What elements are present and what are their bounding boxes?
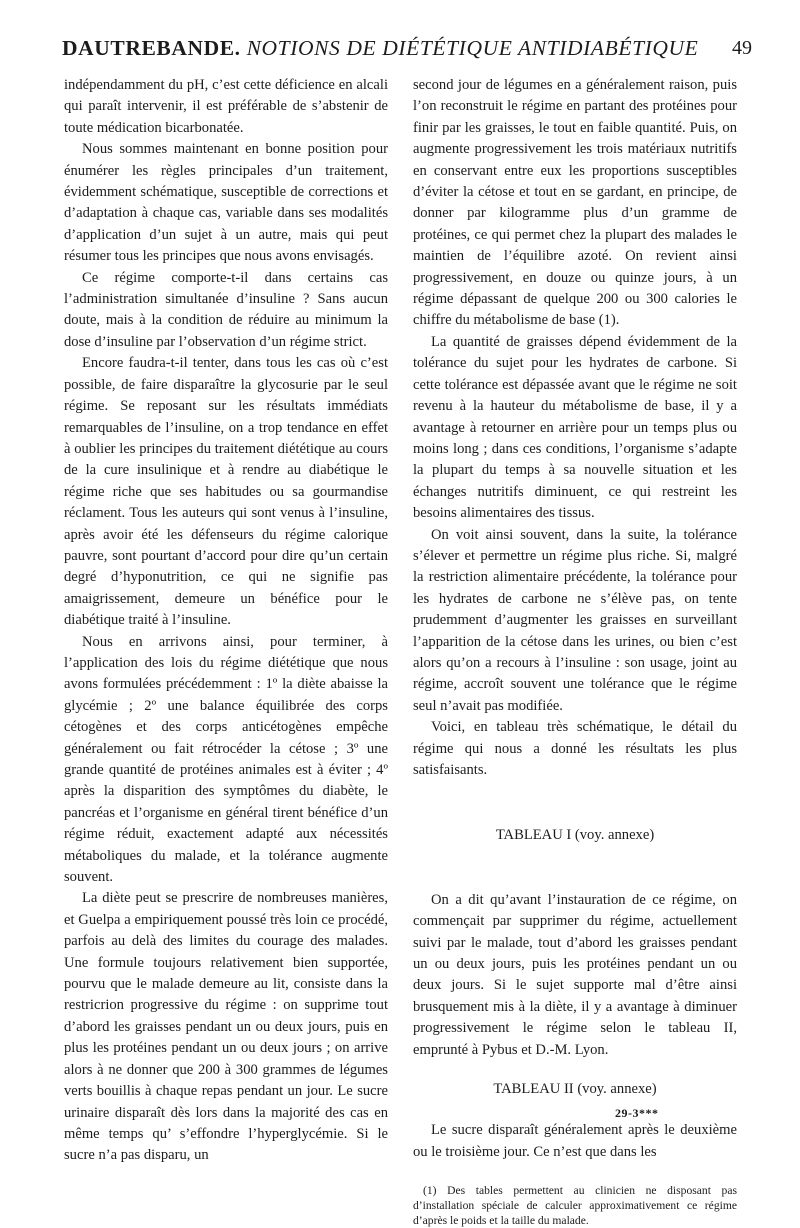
left-column <box>64 75 388 1167</box>
header-title: NOTIONS DE DIÉTÉTIQUE ANTIDIABÉTIQUE <box>246 36 699 60</box>
paragraph: On a dit qu’avant l’instauration de ce régime, on commençait par supprimer du régime, actuellement suivi par le malade, tout d’abord les graisses pendant un ou deux jours, puis les protéines pendant un ou deux jours. Si le sujet supporte mal d’être ainsi brusquement mis à la diète, il y a avantage à diminuer progressivement le régime selon le tableau II, emprunté à Pybus et D.-M. Lyon. <box>413 891 737 1058</box>
table-reference-1: TABLEAU I (voy. annexe) <box>495 827 655 844</box>
header-author: DAUTREBANDE. <box>62 36 241 60</box>
paragraph: La diète peut se prescrire de nombreuses manières, et Guelpa a empiriquement poussé très loin ce procédé, parfois au delà des limites du courage des malades. Une formule toujours relativement bien supportée, pourvu que le malade demeure au lit, consiste dans la restricrion progressive du régime : on supprime tout d’abord les graisses pendant un ou deux jours, puis en plus les protéines pendant un ou deux jours ; on arrive alors à ne donner que 200 à 300 grammes de légumes verts bouillis à chaque repas pendant un jour. Le sucre urinaire disparaît dès lors dans la majorité des cas en même temps qu’ s’effondre l’hyperglycémie. Si le sucre n’a pas disparu, un <box>64 890 388 1164</box>
paragraph: Le sucre disparaît généralement après le deuxième ou le troisième jour. Ce n’est que dans les <box>413 1122 737 1160</box>
paragraph: Nous sommes maintenant en bonne position pour énumérer les règles principales d’un traitement, évidemment schématique, susceptible de corrections et d’adaptation à chaque cas, variable dans ses modalités d’application d’un sujet à un autre, mais qui peut résumer tous les principes que nous avons envisagés. <box>64 141 388 265</box>
right-column <box>413 75 737 1228</box>
running-header <box>62 36 752 70</box>
footnote-text: (1) Des tables permettent au clinicien ne disposant pas d’installation spéciale de calculer approximativement ce régime d’après le poids et la taille du malade. <box>413 1184 737 1228</box>
paragraph: second jour de légumes en a généralement raison, puis l’on reconstruit le régime en partant des protéines pour finir par les graisses, le tout en faible quantité. Puis, on augmente progressivement les trois matériaux nutritifs en conservant entre eux les proportions susceptibles d’éviter la cétose et tout en se gardant, en principe, de donner par kilogramme plus d’un gramme de protéines, ce qui permet chez la plupart des malades le maintien de l’équilibre azoté. On revient ainsi progressivement, en douze ou quinze jours, à un régime dépassant de quelque 200 ou 300 calories le chiffre du métabolisme de base (1). <box>413 77 737 329</box>
table-reference-2: TABLEAU II (voy. annexe) <box>493 1081 657 1098</box>
paragraph: Voici, en tableau très schématique, le détail du régime qui nous a donné les résultats les plus satisfaisants. <box>413 719 737 778</box>
paragraph: Nous en arrivons ainsi, pour terminer, à l’application des lois du régime diététique que nous avons formulées précédemment : 1º la diète abaisse la glycémie ; 2º une balance équilibrée des corps cétogènes et des corps anticétogènes empêche généralement ou fait rétrocéder la cétose ; 3º une grande quantité de protéines animales est à éviter ; 4º après la disparition des symptômes du diabète, le pancréas et l’organisme en général tirent bénéfice d’un régime réduit, exactement adapté aux nécessités métaboliques du malade, et la tolérance augmente souvent. <box>64 633 388 886</box>
page-number: 49 <box>732 37 752 59</box>
paragraph: Ce régime comporte-t-il dans certains cas l’administration simultanée d’insuline ? Sans aucun doute, mais à la condition de réduire au minimum la dose d’insuline par l’observation d’un régime strict. <box>64 269 388 350</box>
paragraph: indépendamment du pH, c’est cette déficience en alcali qui paraît intervenir, il est préférable de s’abstenir de toute médication bicarbonatée. <box>64 77 388 136</box>
paragraph: La quantité de graisses dépend évidemment de la tolérance du sujet pour les hydrates de carbone. Si cette tolérance est dépassée avant que le régime ne soit revenu à la hauteur du métabolisme de base, il y a avantage à retourner en arrière pour un temps plus ou moins long ; dans ces conditions, l’organisme s’adapte la plupart du temps à sa nouvelle situation et les échanges nutritifs diminuent, ce qui restreint les besoins alimentaires des tissus. <box>413 333 737 522</box>
paragraph: Encore faudra-t-il tenter, dans tous les cas où c’est possible, de faire disparaître la glycosurie par le seul régime. Se reposant sur les résultats immédiats remarquables de l’insuline, on a trop tendance en effet à oublier les principes du traitement diététique au cours de la cure insulinique et à rendre au diabétique le régime riche que ses habitudes ou sa gourmandise réclament. Tous les auteurs qui sont venus à l’insuline, après avoir été les défenseurs du régime calorique pauvre, sont pourtant d’accord pour dire qu’un certain degré d’hyponutrition, ce qui ne signifie pas amaigrissement, demeure un bénéfice pour le diabétique traité à l’insuline. <box>64 355 388 629</box>
paragraph: On voit ainsi souvent, dans la suite, la tolérance s’élever et permettre un régime plus riche. Si, malgré la restriction alimentaire précédente, la tolérance pour les hydrates de carbone ne s’élève pas, on tente prudemment d’augmenter les graisses en surveillant l’apparition de la cétose dans les urines, ou bien c’est alors qu’on a recours à l’insuline : son usage, joint au régime, accroît souvent une tolérance que le régime seul n’avait pas modifiée. <box>413 526 737 714</box>
footnote <box>413 1175 737 1228</box>
printer-signature: 29-3*** <box>615 1106 659 1120</box>
